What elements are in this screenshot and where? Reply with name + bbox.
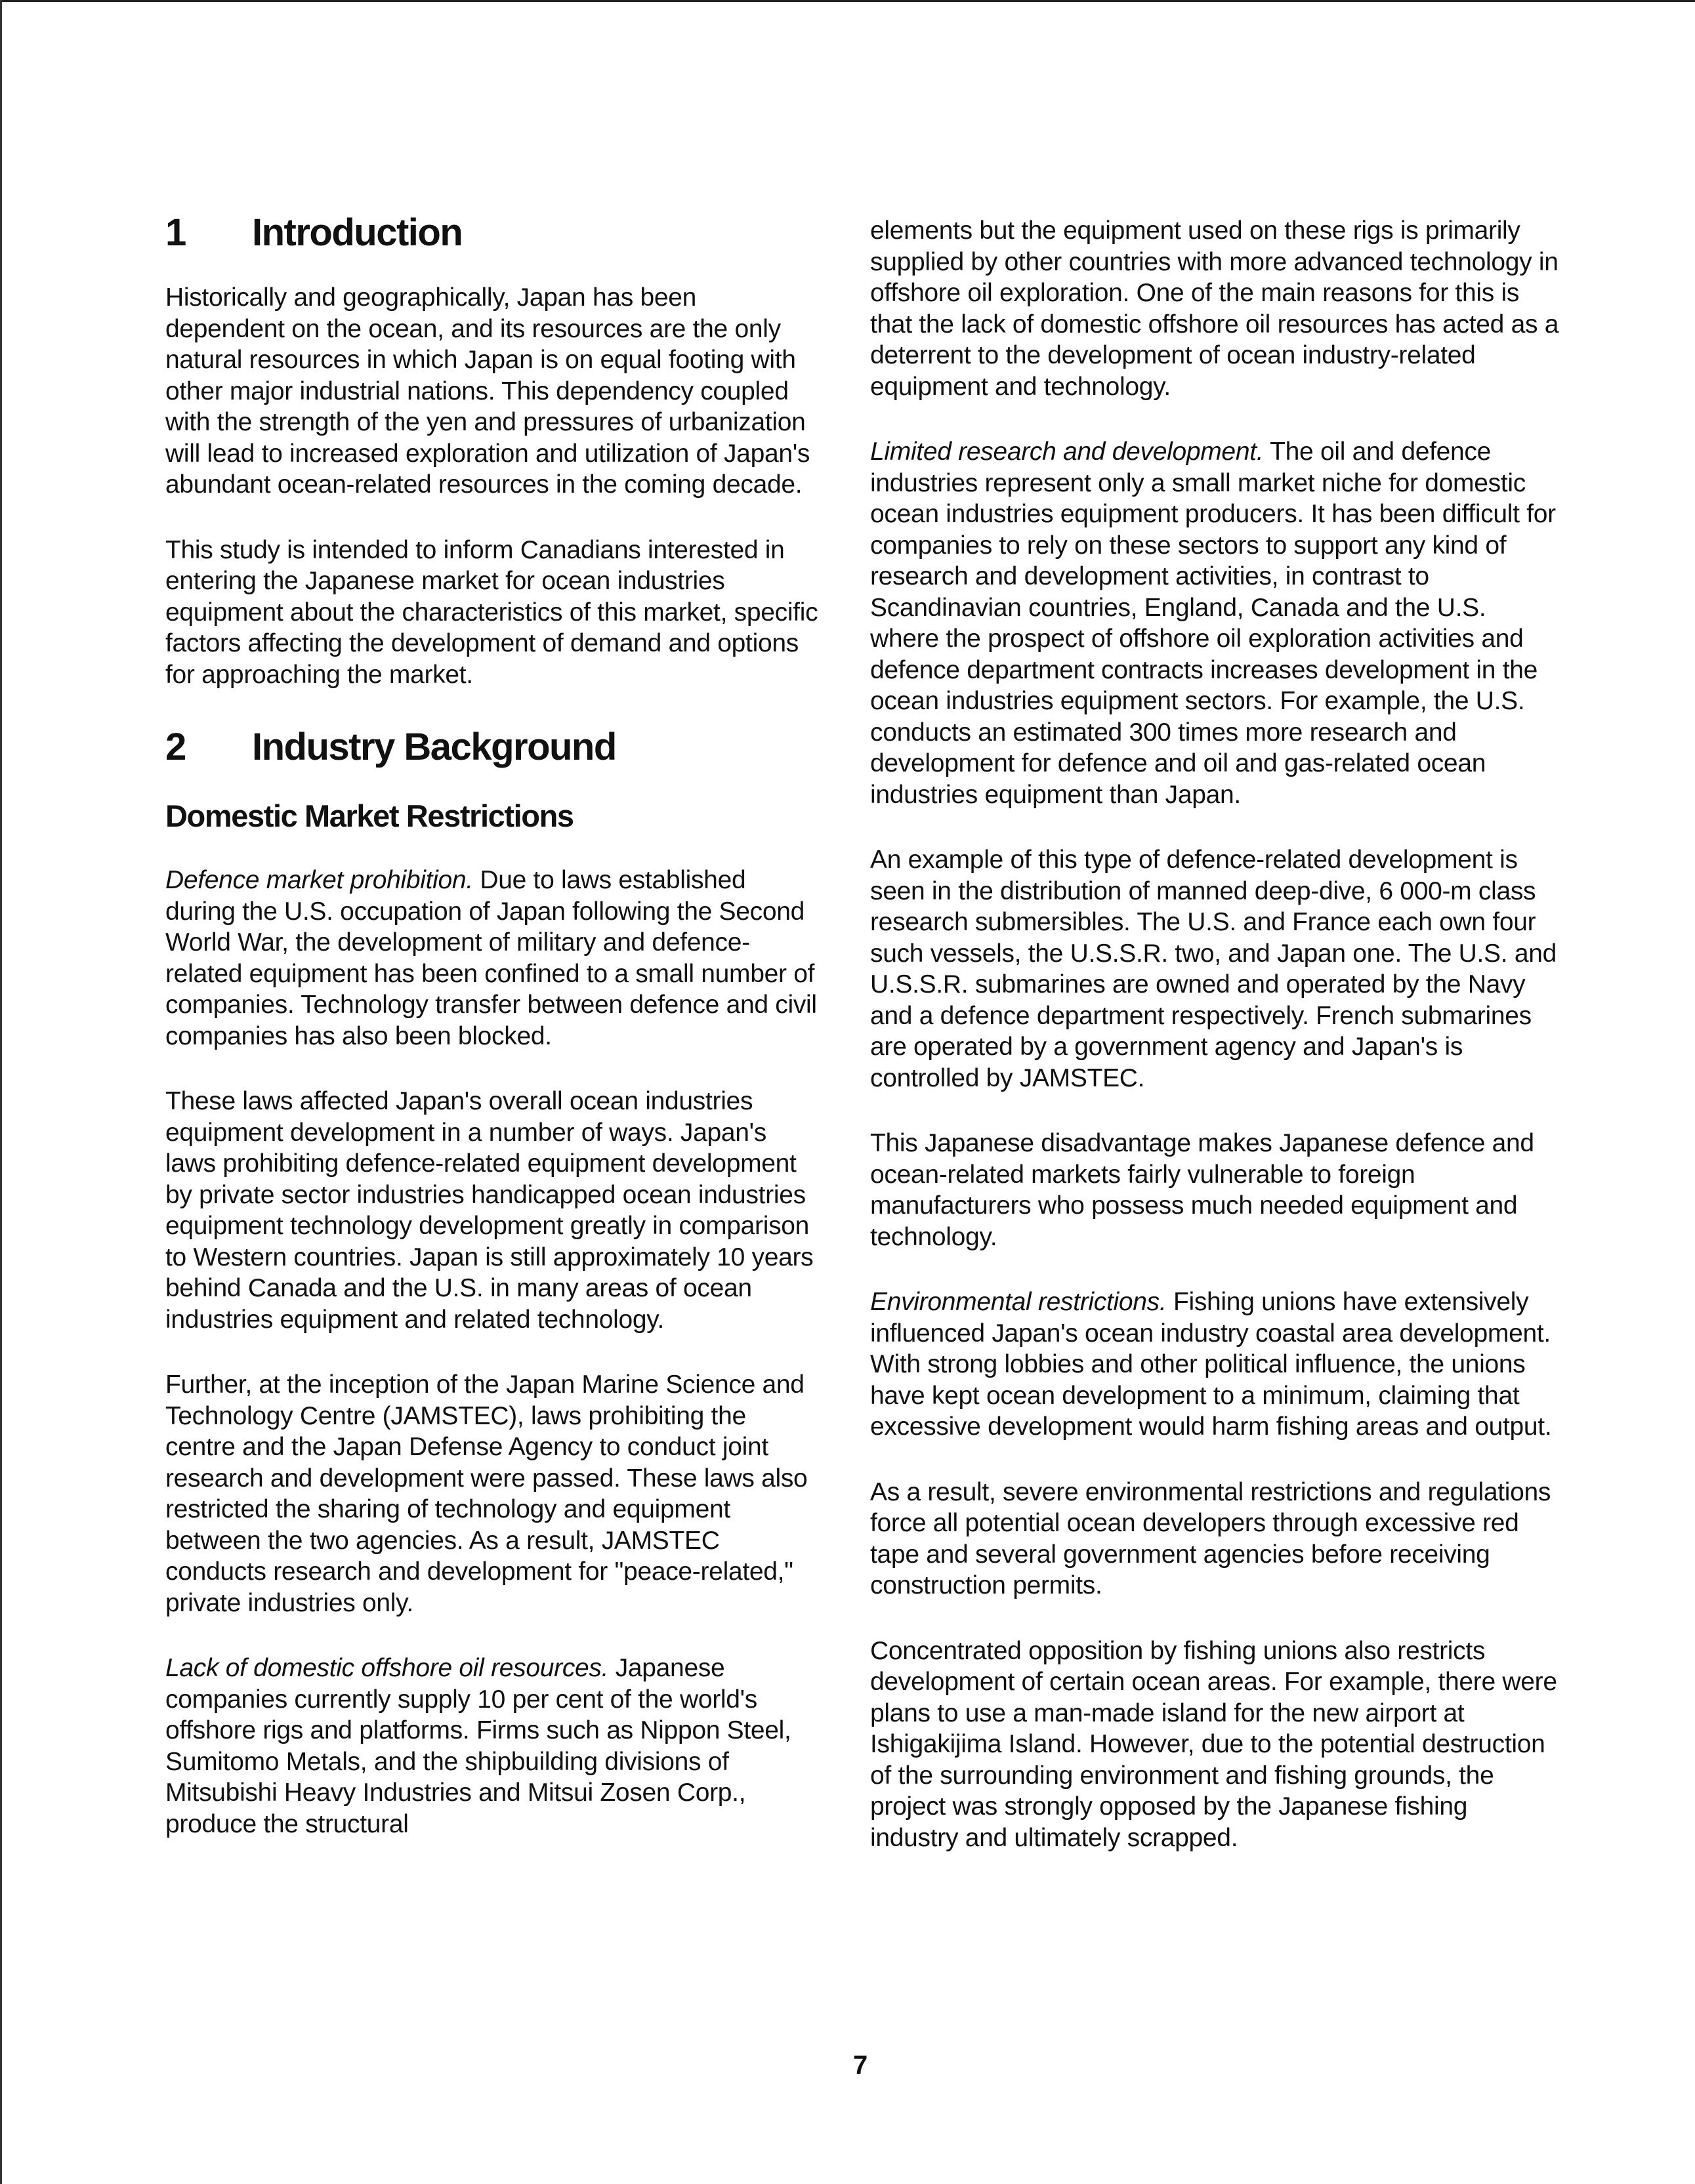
- rd-paragraph-3: This Japanese disadvantage makes Japanese defence and ocean-related markets fairly vulnerable to foreign manufacturers who possess much needed equipment and technology.: [870, 1129, 1534, 1251]
- rd-text: The oil and defence industries represent only a small market niche for domestic ocean industries equipment producers. It has been difficult for companies to rely on these sectors to support any kind of research and development activities, in contrast to Scandinavian countries, England, Canada and the U.S. where the prospect of offshore oil exploration activities and defence department contracts increases development in the ocean industries equipment sectors. For example, the U.S. conducts an estimated 300 times more research and development for defence and oil and gas-related ocean industries equipment than Japan.: [870, 438, 1556, 809]
- section-2-heading: [165, 724, 822, 770]
- rd-paragraph-2: An example of this type of defence-related development is seen in the distribution of manned deep-dive, 6 000-m class research submersibles. The U.S. and France each own four such vessels, the U.S.S.R. two, and Japan one. The U.S. and U.S.S.R. submarines are owned and operated by the Navy and a defence department respectively. French submarines are operated by a government agency and Japan's is controlled by JAMSTEC.: [870, 846, 1557, 1092]
- left-column: [165, 210, 822, 1874]
- section-1-title: Introduction: [252, 211, 463, 254]
- oil-text: Japanese companies currently supply 10 per cent of the world's offshore rigs and platforms. Firms such as Nippon Steel, Sumitomo Metals, and the shipbuilding divisions of Mitsubishi Heavy Industries and Mitsui Zosen Corp., produce the structural: [165, 1654, 791, 1838]
- right-column: [870, 215, 1559, 1887]
- rd-lead-in: Limited research and development.: [870, 438, 1264, 466]
- oil-paragraph-1: [165, 1653, 822, 1840]
- rd-paragraph-1: [870, 436, 1559, 810]
- defence-paragraph-2: These laws affected Japan's overall ocean industries equipment development in a number of ways. Japan's laws prohibiting defence-related equipment development by private sector industries handicapped ocean industries equipment technology development greatly in comparison to Western countries. Japan is still approximately 10 years behind Canada and the U.S. in many areas of ocean industries equipment and related technology.: [165, 1087, 814, 1334]
- page-number: 7: [853, 2051, 868, 2080]
- defence-lead-in: Defence market prohibition.: [165, 866, 473, 894]
- oil-lead-in: Lack of domestic offshore oil resources.: [165, 1654, 609, 1682]
- env-paragraph-2: As a result, severe environmental restrictions and regulations force all potential ocean developers through excessive red tape and several government agencies before receiving construction permits.: [870, 1477, 1551, 1599]
- defence-paragraph-1: [165, 865, 822, 1052]
- intro-paragraph-2: This study is intended to inform Canadians interested in entering the Japanese market for ocean industries equipment about the characteristics of this market, specific factors affecting the development of demand and options for approaching the market.: [165, 535, 818, 689]
- scan-edge-left: [0, 0, 2, 2184]
- section-1-number: 1: [165, 211, 186, 254]
- oil-paragraph-continued: elements but the equipment used on these rigs is primarily supplied by other countries with more advanced technology in offshore oil exploration. One of the main reasons for this is that the lack of domestic offshore oil resources has acted as a deterrent to the development of ocean industry-related equipment and technology.: [870, 216, 1559, 401]
- env-paragraph-1: [870, 1287, 1559, 1443]
- section-2-title: Industry Background: [252, 726, 616, 768]
- env-lead-in: Environmental restrictions.: [870, 1288, 1167, 1316]
- env-text: Fishing unions have extensively influenced Japan's ocean industry coastal area development. With strong lobbies and other political influence, the unions have kept ocean development to a minimum, claiming that excessive development would harm fishing areas and output.: [870, 1288, 1552, 1441]
- env-paragraph-3: Concentrated opposition by fishing unions also restricts development of certain ocean areas. For example, there were plans to use a man-made island for the new airport at Ishigakijima Island. However, due to the potential destruction of the surrounding environment and fishing grounds, the project was strongly opposed by the Japanese fishing industry and ultimately scrapped.: [870, 1636, 1557, 1852]
- intro-paragraph-1: Historically and geographically, Japan has been dependent on the ocean, and its resources are the only natural resources in which Japan is on equal footing with other major industrial nations. This dependency coupled with the strength of the yen and pressures of urbanization will lead to increased exploration and utilization of Japan's abundant ocean-related resources in the coming decade.: [165, 283, 810, 499]
- defence-paragraph-3: Further, at the inception of the Japan Marine Science and Technology Centre (JAMSTEC), laws prohibiting the centre and the Japan Defense Agency to conduct joint research and development were passed. These laws also restricted the sharing of technology and equipment between the two agencies. As a result, JAMSTEC conducts research and development for "peace-related," private industries only.: [165, 1370, 808, 1617]
- scan-edge-top: [0, 0, 1695, 2]
- section-2-number: 2: [165, 726, 186, 768]
- section-1-heading: [165, 210, 822, 256]
- subsection-heading: Domestic Market Restrictions: [165, 798, 574, 833]
- defence-text: Due to laws established during the U.S. occupation of Japan following the Second World War, the development of military and defence-related equipment has been confined to a small number of companies. Technology transfer between defence and civil companies has also been blocked.: [165, 866, 817, 1050]
